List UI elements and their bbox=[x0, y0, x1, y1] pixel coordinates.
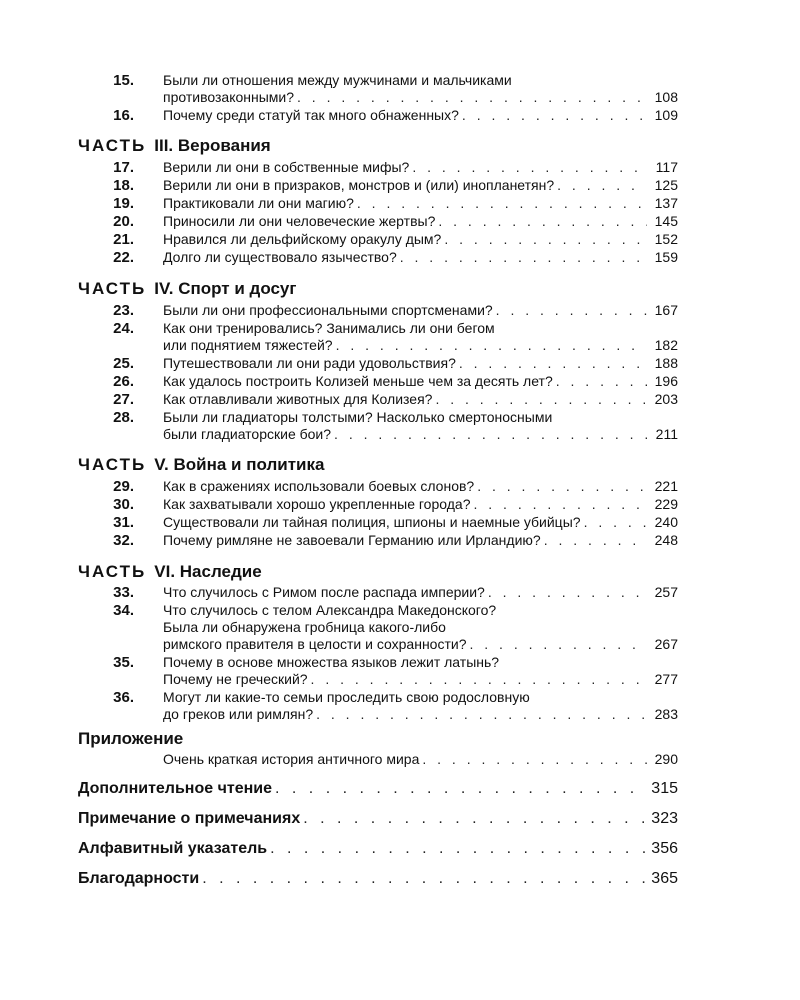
entry-title: Что случилось с Римом после распада империи? bbox=[163, 584, 485, 600]
entry-title: Были ли гладиаторы толстыми? Насколько смертоносными bbox=[163, 409, 553, 425]
entry-number: 18. bbox=[113, 177, 134, 194]
part-title: VI. Наследие bbox=[154, 562, 262, 581]
entry-number: 28. bbox=[113, 409, 134, 426]
toc-entry bbox=[78, 654, 678, 671]
entry-title: или поднятием тяжестей? bbox=[163, 337, 333, 353]
entry-page: 159 bbox=[654, 249, 678, 265]
toc-entry bbox=[78, 231, 678, 248]
entry-title: Долго ли существовало язычество? bbox=[163, 249, 397, 265]
back-matter-title: Алфавитный указатель bbox=[78, 840, 268, 857]
entry-page: 137 bbox=[654, 195, 678, 211]
toc-entry-continuation bbox=[163, 337, 678, 354]
part-title: III. Верования bbox=[154, 136, 271, 155]
back-matter-page: 356 bbox=[651, 840, 678, 857]
entry-title: противозаконными? bbox=[163, 89, 295, 105]
dot-leader bbox=[202, 869, 647, 889]
entry-title: Как они тренировались? Занимались ли они бегом bbox=[163, 320, 495, 336]
entry-number: 19. bbox=[113, 195, 134, 212]
toc-entry bbox=[78, 391, 678, 408]
dot-leader bbox=[488, 584, 647, 601]
entry-title: Были ли они профессиональными спортсменами? bbox=[163, 302, 493, 318]
dot-leader bbox=[435, 391, 647, 408]
toc-entry bbox=[78, 602, 678, 619]
entry-page: 229 bbox=[654, 496, 678, 512]
back-matter-page: 323 bbox=[651, 810, 678, 827]
toc-entry-continuation bbox=[163, 671, 678, 688]
toc-entry bbox=[78, 514, 678, 531]
entry-number: 27. bbox=[113, 391, 134, 408]
dot-leader bbox=[357, 195, 647, 212]
entry-title: до греков или римлян? bbox=[163, 706, 314, 722]
entry-title: Очень краткая история античного мира bbox=[163, 751, 420, 767]
entry-title: Как захватывали хорошо укрепленные города? bbox=[163, 496, 471, 512]
entry-number: 23. bbox=[113, 302, 134, 319]
part-label: ЧАСТЬ bbox=[78, 279, 147, 298]
dot-leader bbox=[459, 355, 647, 372]
toc-entry bbox=[78, 107, 678, 124]
entry-page: 117 bbox=[655, 159, 678, 175]
part-heading bbox=[78, 279, 296, 299]
entry-number: 30. bbox=[113, 496, 134, 513]
entry-number: 26. bbox=[113, 373, 134, 390]
part-label: ЧАСТЬ bbox=[78, 562, 147, 581]
dot-leader bbox=[469, 636, 647, 653]
dot-leader bbox=[270, 839, 647, 859]
entry-number: 24. bbox=[113, 320, 134, 337]
dot-leader bbox=[311, 671, 647, 688]
toc-entry bbox=[78, 584, 678, 601]
back-matter-title: Дополнительное чтение bbox=[78, 780, 273, 797]
part-title: IV. Спорт и досуг bbox=[154, 279, 297, 298]
entry-page: 152 bbox=[654, 231, 678, 247]
back-matter-page: 365 bbox=[651, 870, 678, 887]
entry-page: 211 bbox=[655, 426, 678, 442]
entry-title: римского правителя в целости и сохранности? bbox=[163, 636, 467, 652]
dot-leader bbox=[303, 809, 647, 829]
dot-leader bbox=[336, 337, 647, 354]
dot-leader bbox=[544, 532, 647, 549]
toc-entry-continuation bbox=[163, 426, 678, 443]
dot-leader bbox=[444, 231, 647, 248]
toc-entry-continuation bbox=[163, 89, 678, 106]
part-heading bbox=[78, 136, 271, 156]
entry-page: 277 bbox=[654, 671, 678, 687]
dot-leader bbox=[297, 89, 647, 106]
entry-number: 33. bbox=[113, 584, 134, 601]
dot-leader bbox=[400, 249, 647, 266]
toc-entry bbox=[78, 320, 678, 337]
entry-page: 125 bbox=[654, 177, 678, 193]
entry-title: Приносили ли они человеческие жертвы? bbox=[163, 213, 436, 229]
dot-leader bbox=[275, 779, 647, 799]
entry-page: 108 bbox=[654, 89, 678, 105]
entry-page: 257 bbox=[654, 584, 678, 600]
toc-entry bbox=[78, 159, 678, 176]
entry-title: Почему римляне не завоевали Германию или Ирландию? bbox=[163, 532, 541, 548]
dot-leader bbox=[557, 177, 647, 194]
dot-leader bbox=[496, 302, 647, 319]
entry-title: Нравился ли дельфийскому оракулу дым? bbox=[163, 231, 442, 247]
toc-entry bbox=[78, 177, 678, 194]
toc-entry-continuation bbox=[163, 636, 678, 653]
appendix-entry bbox=[163, 751, 678, 768]
entry-page: 221 bbox=[654, 478, 678, 494]
dot-leader bbox=[316, 706, 647, 723]
entry-page: 290 bbox=[654, 751, 678, 767]
back-matter-title: Примечание о примечаниях bbox=[78, 810, 301, 827]
entry-page: 188 bbox=[654, 355, 678, 371]
entry-number: 16. bbox=[113, 107, 134, 124]
dot-leader bbox=[584, 514, 647, 531]
toc-entry-continuation bbox=[163, 706, 678, 723]
dot-leader bbox=[556, 373, 647, 390]
entry-number: 31. bbox=[113, 514, 134, 531]
toc-entry bbox=[78, 532, 678, 549]
entry-page: 145 bbox=[654, 213, 678, 229]
part-label: ЧАСТЬ bbox=[78, 136, 147, 155]
entry-page: 109 bbox=[654, 107, 678, 123]
entry-title: Что случилось с телом Александра Македонского? bbox=[163, 602, 497, 618]
toc-entry bbox=[78, 409, 678, 426]
entry-title: Как в сражениях использовали боевых слонов? bbox=[163, 478, 475, 494]
entry-title: Как удалось построить Колизей меньше чем за десять лет? bbox=[163, 373, 553, 389]
entry-page: 240 bbox=[654, 514, 678, 530]
toc-entry bbox=[78, 72, 678, 89]
toc-entry bbox=[78, 355, 678, 372]
entry-page: 283 bbox=[654, 706, 678, 722]
entry-page: 196 bbox=[654, 373, 678, 389]
entry-title-continuation: Была ли обнаружена гробница какого-либо bbox=[163, 619, 446, 635]
dot-leader bbox=[422, 751, 647, 768]
entry-title: Были ли отношения между мужчинами и мальчиками bbox=[163, 72, 512, 88]
entry-number: 34. bbox=[113, 602, 134, 619]
entry-title: Почему в основе множества языков лежит латынь? bbox=[163, 654, 500, 670]
entry-number: 29. bbox=[113, 478, 134, 495]
toc-entry bbox=[78, 478, 678, 495]
back-matter-page: 315 bbox=[651, 780, 678, 797]
toc-entry bbox=[78, 496, 678, 513]
entry-title: Почему не греческий? bbox=[163, 671, 308, 687]
part-title: V. Война и политика bbox=[154, 455, 325, 474]
entry-page: 167 bbox=[654, 302, 678, 318]
back-matter-entry bbox=[78, 809, 678, 829]
part-heading bbox=[78, 455, 324, 475]
entry-number: 35. bbox=[113, 654, 134, 671]
part-label: ЧАСТЬ bbox=[78, 455, 147, 474]
entry-title: Практиковали ли они магию? bbox=[163, 195, 354, 211]
entry-title: Как отлавливали животных для Колизея? bbox=[163, 391, 433, 407]
back-matter-entry bbox=[78, 839, 678, 859]
entry-title: Почему среди статуй так много обнаженных? bbox=[163, 107, 459, 123]
dot-leader bbox=[438, 213, 647, 230]
entry-number: 17. bbox=[113, 159, 134, 176]
entry-title: Верили ли они в собственные мифы? bbox=[163, 159, 410, 175]
entry-title: Путешествовали ли они ради удовольствия? bbox=[163, 355, 456, 371]
entry-title: Существовали ли тайная полиция, шпионы и наемные убийцы? bbox=[163, 514, 581, 530]
entry-title: Верили ли они в призраков, монстров и (или) инопланетян? bbox=[163, 177, 555, 193]
toc-entry bbox=[78, 213, 678, 230]
entry-title: Могут ли какие-то семьи проследить свою родословную bbox=[163, 689, 530, 705]
back-matter-entry bbox=[78, 869, 678, 889]
entry-page: 203 bbox=[654, 391, 678, 407]
part-heading bbox=[78, 562, 262, 582]
toc-entry bbox=[78, 373, 678, 390]
dot-leader bbox=[334, 426, 647, 443]
dot-leader bbox=[477, 478, 647, 495]
entry-number: 15. bbox=[113, 72, 134, 89]
toc-entry bbox=[78, 249, 678, 266]
back-matter-title: Благодарности bbox=[78, 870, 200, 887]
toc-entry bbox=[78, 302, 678, 319]
dot-leader bbox=[412, 159, 647, 176]
entry-page: 267 bbox=[654, 636, 678, 652]
toc-entry bbox=[78, 689, 678, 706]
entry-number: 20. bbox=[113, 213, 134, 230]
entry-page: 248 bbox=[654, 532, 678, 548]
appendix-heading: Приложение bbox=[78, 729, 184, 748]
dot-leader bbox=[462, 107, 647, 124]
toc-entry bbox=[78, 195, 678, 212]
entry-number: 25. bbox=[113, 355, 134, 372]
entry-title: были гладиаторские бои? bbox=[163, 426, 332, 442]
entry-number: 21. bbox=[113, 231, 134, 248]
back-matter-entry bbox=[78, 779, 678, 799]
entry-page: 182 bbox=[654, 337, 678, 353]
entry-number: 32. bbox=[113, 532, 134, 549]
entry-number: 22. bbox=[113, 249, 134, 266]
dot-leader bbox=[473, 496, 647, 513]
entry-number: 36. bbox=[113, 689, 134, 706]
